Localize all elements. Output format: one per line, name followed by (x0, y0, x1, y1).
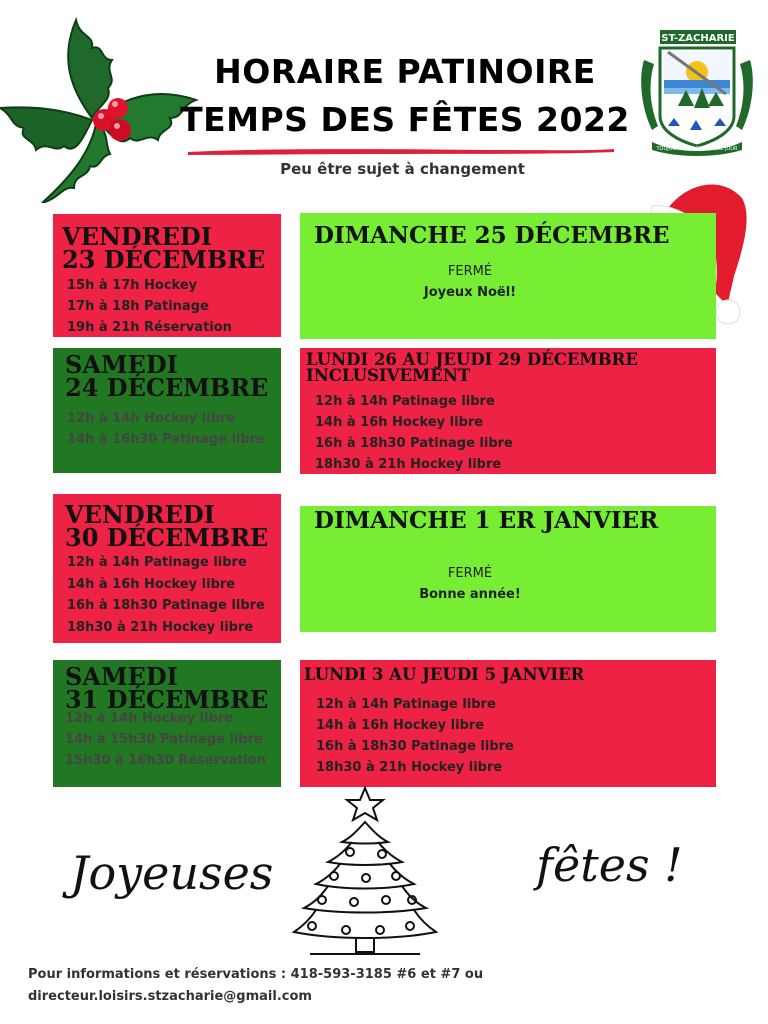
box-day: SAMEDI (65, 662, 178, 691)
schedule-line: 18h30 à 21h Hockey libre (315, 457, 502, 472)
page-title-line-2: TEMPS DES FÊTES 2022 (180, 100, 630, 139)
schedule-box-lundi-26-jeudi-29 (300, 348, 716, 474)
footer-info-line: Pour informations et réservations : 418-593-3185 #6 et #7 ou (28, 967, 484, 982)
schedule-line: 14h à 16h30 Patinage libre (67, 432, 265, 447)
schedule-line: 14h à 16h Hockey libre (316, 718, 485, 733)
box-day: VENDREDI (65, 500, 215, 529)
crest-logo (638, 30, 756, 156)
schedule-line: 18h30 à 21h Hockey libre (316, 760, 503, 775)
schedule-line: 15h à 17h Hockey (67, 278, 198, 293)
schedule-box-dimanche-25 (300, 213, 716, 339)
box-date: 23 DÉCEMBRE (62, 244, 266, 274)
schedule-line: 16h à 18h30 Patinage libre (316, 739, 514, 754)
schedule-line: 12h à 14h Patinage libre (67, 555, 247, 570)
box-date: 31 DÉCEMBRE (65, 684, 269, 714)
schedule-box-dimanche-1-janvier (300, 506, 716, 632)
holiday-greeting: Joyeux Noël! (423, 285, 517, 300)
schedule-line: 16h à 18h30 Patinage libre (315, 436, 513, 451)
schedule-box-vendredi-23 (53, 214, 281, 337)
schedule-line: 15h30 à 16h30 Réservation (65, 753, 267, 768)
schedule-line: 17h à 18h Patinage (67, 299, 209, 314)
closed-label: FERMÉ (447, 264, 493, 279)
crest-name: ST-ZACHARIE (661, 33, 735, 44)
schedule-line: 16h à 18h30 Patinage libre (67, 598, 265, 613)
box-day: SAMEDI (65, 350, 178, 379)
greeting-left: Joyeuses (70, 846, 274, 900)
schedule-line: 14h à 16h Hockey libre (67, 576, 236, 592)
box-date: 24 DÉCEMBRE (65, 372, 269, 402)
box-heading: LUNDI 26 AU JEUDI 29 DÉCEMBRE (306, 350, 638, 369)
crest-motto: TOUJOURS MIEUX CHAQUE JOUR (656, 146, 738, 152)
box-heading: DIMANCHE 1 ER JANVIER (314, 507, 659, 534)
schedule-box-samedi-24 (53, 348, 281, 473)
christmas-tree-icon (290, 786, 440, 956)
schedule-line: 19h à 21h Réservation (67, 320, 232, 335)
box-heading-sub: INCLUSIVEMENT (306, 365, 471, 385)
schedule-line: 14h à 16h Hockey libre (315, 415, 484, 430)
page-title-line-1: HORAIRE PATINOIRE (214, 52, 596, 91)
subtitle: Peu être sujet à changement (280, 160, 525, 178)
brush-underline (186, 145, 616, 157)
box-heading: DIMANCHE 25 DÉCEMBRE (314, 222, 670, 249)
box-date: 30 DÉCEMBRE (65, 522, 269, 552)
schedule-box-vendredi-30 (53, 494, 281, 643)
footer-contact (28, 964, 748, 1008)
schedule-box-samedi-31 (53, 660, 281, 787)
schedule-box-lundi-3-jeudi-5 (300, 660, 716, 787)
schedule-line: 12h à 14h Patinage libre (315, 394, 495, 409)
closed-label: FERMÉ (447, 566, 493, 581)
schedule-line: 12h à 14h Hockey libre (67, 411, 236, 426)
schedule-line: 14h à 15h30 Patinage libre (65, 732, 263, 747)
box-day: VENDREDI (62, 222, 212, 251)
holiday-greeting: Bonne année! (419, 587, 521, 602)
footer-email: directeur.loisirs.stzacharie@gmail.com (28, 989, 312, 1004)
box-heading: LUNDI 3 AU JEUDI 5 JANVIER (304, 665, 585, 684)
schedule-line: 12h à 14h Patinage libre (316, 697, 496, 712)
greeting-right: fêtes ! (536, 838, 683, 892)
schedule-line: 18h30 à 21h Hockey libre (67, 619, 254, 635)
schedule-line: 12h à 14h Hockey libre (65, 711, 234, 726)
